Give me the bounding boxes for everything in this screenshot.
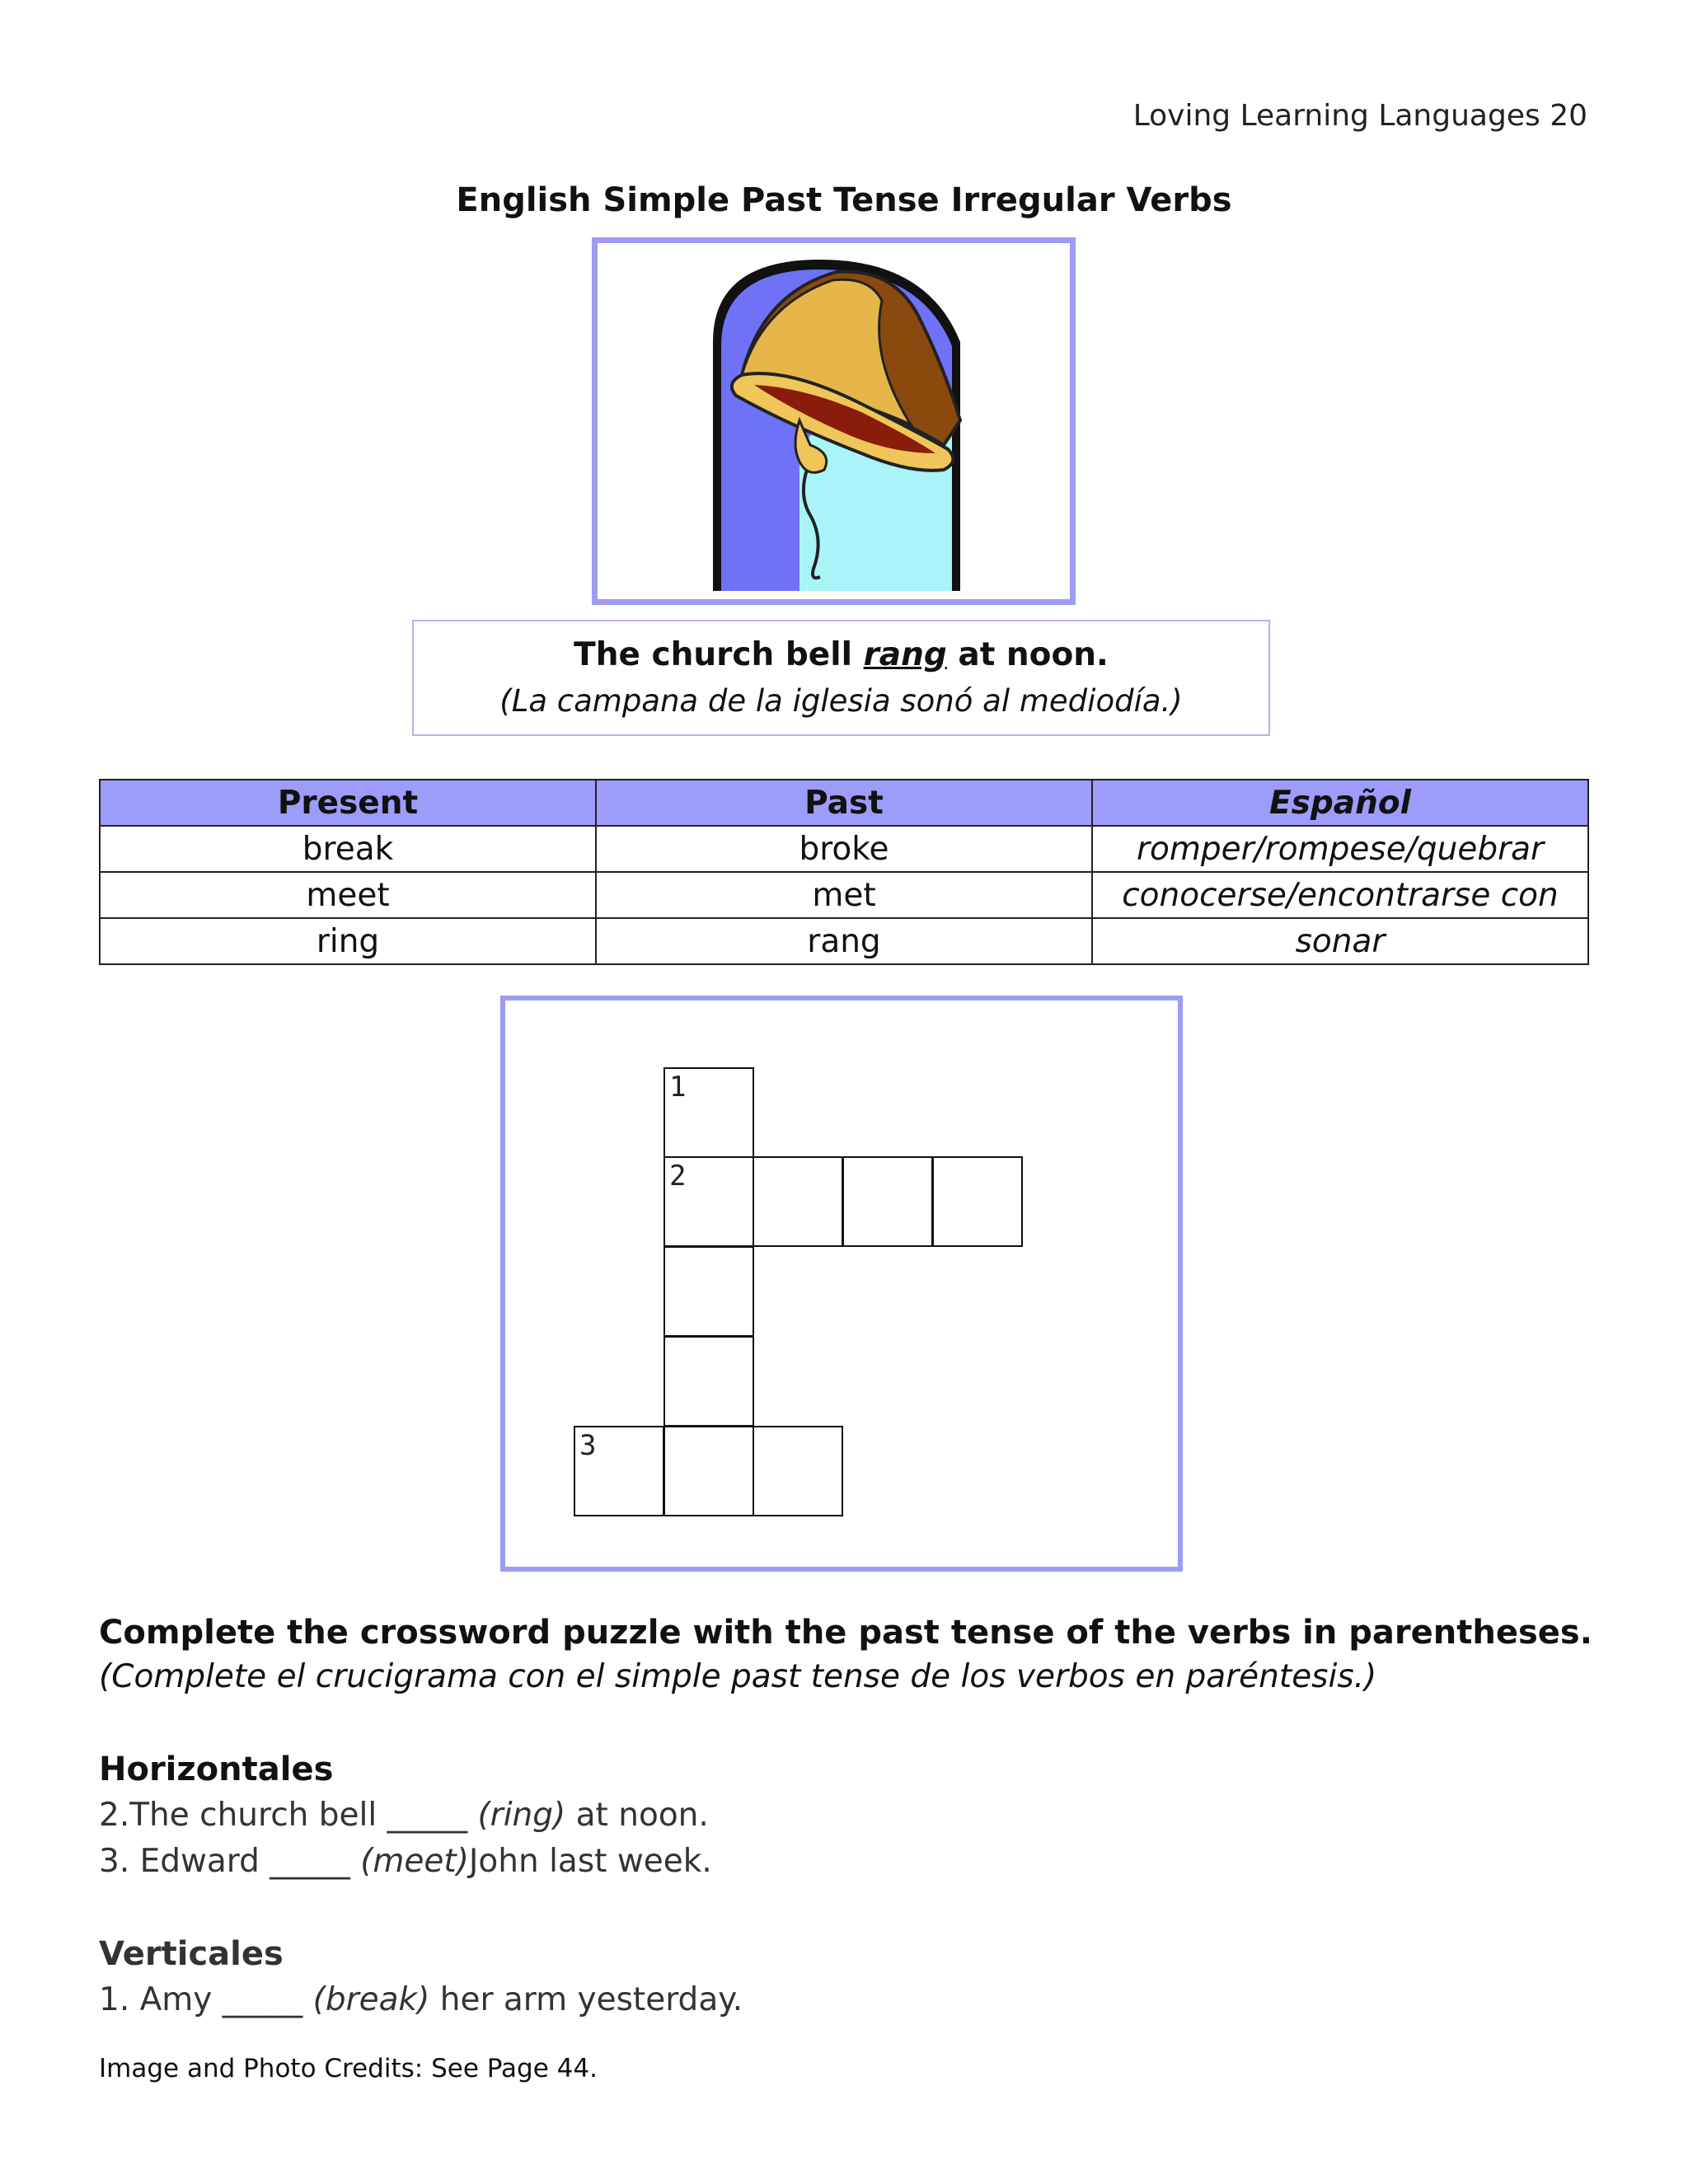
clue-verb: (ring) [477,1797,566,1834]
crossword-cell[interactable] [842,1156,933,1247]
clue-text: her arm yesterday. [429,1981,743,2018]
cell-present: ring [100,918,596,964]
table-row [100,872,1588,918]
clue-text: John last week. [468,1843,712,1880]
clue-number: 2 [669,1160,687,1193]
clue-verb: (meet) [360,1843,469,1880]
page-number: 20 [1550,99,1587,133]
clue-text: 2.The church bell _____ [99,1797,478,1834]
sentence-part: The church bell [574,636,864,673]
cell-past: broke [596,826,1092,872]
header-text: Loving Learning Languages [1132,99,1540,133]
clue-text: at noon. [565,1797,709,1834]
clue-down-1 [99,1981,743,2018]
cell-espanol: sonar [1092,918,1588,964]
clue-verb: (break) [312,1981,430,2018]
page-title: English Simple Past Tense Irregular Verbs [456,181,1232,219]
image-credits: Image and Photo Credits: See Page 44. [99,2054,598,2083]
col-present: Present [100,780,596,826]
cell-espanol: conocerse/encontrarse con [1092,872,1588,918]
horizontales-heading: Horizontales [99,1750,334,1788]
instructions-es: (Complete el crucigrama con el simple past tense de los verbos en paréntesis.) [99,1658,1377,1695]
example-sentence-en [414,636,1268,673]
bell-illustration [592,237,1076,605]
cell-present: break [100,826,596,872]
example-sentence-es: (La campana de la iglesia sonó al mediodía.) [499,683,1183,719]
sentence-part: at noon. [946,636,1109,673]
crossword-cell[interactable] [753,1426,843,1516]
verticales-heading: Verticales [99,1935,284,1973]
crossword-cell[interactable] [663,1426,754,1516]
crossword-cell[interactable] [663,1067,754,1158]
crossword-cell[interactable] [574,1426,664,1516]
crossword-frame [500,996,1183,1572]
clue-number: 1 [669,1071,687,1104]
table-header-row [100,780,1588,826]
highlighted-verb: rang [863,636,947,673]
cell-present: meet [100,872,596,918]
cell-past: met [596,872,1092,918]
clue-text: 3. Edward _____ [99,1843,361,1880]
crossword-cell[interactable] [663,1156,754,1247]
clue-number: 3 [579,1429,597,1462]
crossword-cell[interactable] [663,1246,754,1337]
crossword-cell[interactable] [753,1156,843,1247]
page-header [1133,99,1587,133]
table-row [100,918,1588,964]
crossword-cell[interactable] [932,1156,1023,1247]
table-row [100,826,1588,872]
clue-across-3 [99,1843,712,1880]
cell-espanol: romper/rompese/quebrar [1092,826,1588,872]
clue-across-2 [99,1797,709,1834]
crossword-cell[interactable] [663,1336,754,1427]
cell-past: rang [596,918,1092,964]
col-past: Past [596,780,1092,826]
verb-table [99,779,1589,965]
church-bell-icon [598,243,1070,599]
example-sentence-box [412,620,1270,736]
instructions-en: Complete the crossword puzzle with the past tense of the verbs in parentheses. [99,1614,1592,1652]
clue-text: 1. Amy _____ [99,1981,313,2018]
col-espanol: Español [1092,780,1588,826]
